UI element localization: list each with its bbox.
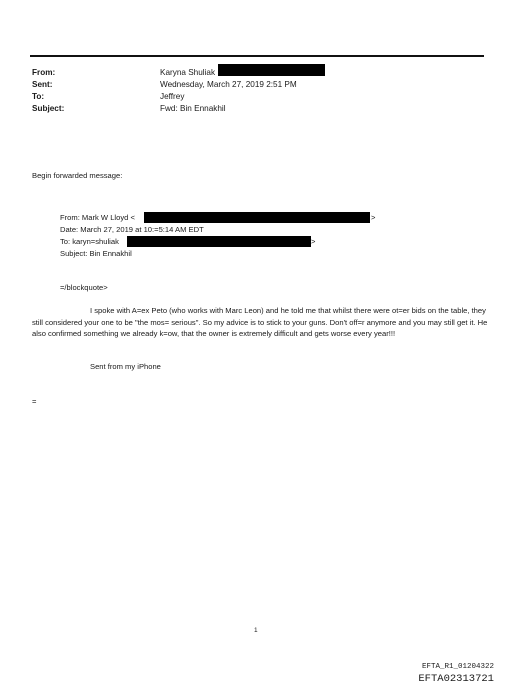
- sent-label: Sent:: [32, 80, 53, 89]
- redaction-fwd-to: [127, 236, 311, 247]
- fwd-to: To: karyn=shuliak: [60, 237, 119, 246]
- footer-ref-small: EFTA_R1_01204322: [421, 663, 494, 671]
- fwd-to-close: >: [311, 237, 316, 246]
- fwd-date: Date: March 27, 2019 at 10:=5:14 AM EDT: [60, 225, 204, 234]
- redaction-from: [218, 64, 325, 76]
- fwd-from-close: >: [371, 213, 376, 222]
- message-body: I spoke with A=ex Peto (who works with Marc Leon) and he told me that whilst there were ot=er bids on the table, they still considered your one to be "the mos= serious". So my advice is to stick to your guns. Don't off=r anymore and you may still get it. He also confirmed something we already k=ow, that the owner is extremely difficult and gets worse every year!!!: [32, 306, 488, 339]
- subject-label: Subject:: [32, 104, 65, 113]
- footer-ref-large: EFTA02313721: [418, 673, 494, 685]
- page-number: 1: [254, 627, 258, 634]
- header-rule: [30, 55, 484, 57]
- to-label: To:: [32, 92, 45, 101]
- subject-value: Fwd: Bin Ennakhil: [160, 104, 226, 113]
- from-label: From:: [32, 68, 56, 77]
- from-value: Karyna Shuliak: [160, 68, 216, 77]
- fwd-from: From: Mark W Lloyd <: [60, 213, 135, 222]
- sent-value: Wednesday, March 27, 2019 2:51 PM: [160, 80, 297, 89]
- redaction-fwd-from: [144, 212, 370, 223]
- forward-intro: Begin forwarded message:: [32, 171, 123, 180]
- to-value: Jeffrey: [160, 92, 185, 101]
- fwd-subject: Subject: Bin Ennakhil: [60, 249, 132, 258]
- signature: Sent from my iPhone: [90, 362, 161, 371]
- blockquote-marker: =/blockquote>: [60, 283, 108, 292]
- stray-equals: =: [32, 397, 37, 406]
